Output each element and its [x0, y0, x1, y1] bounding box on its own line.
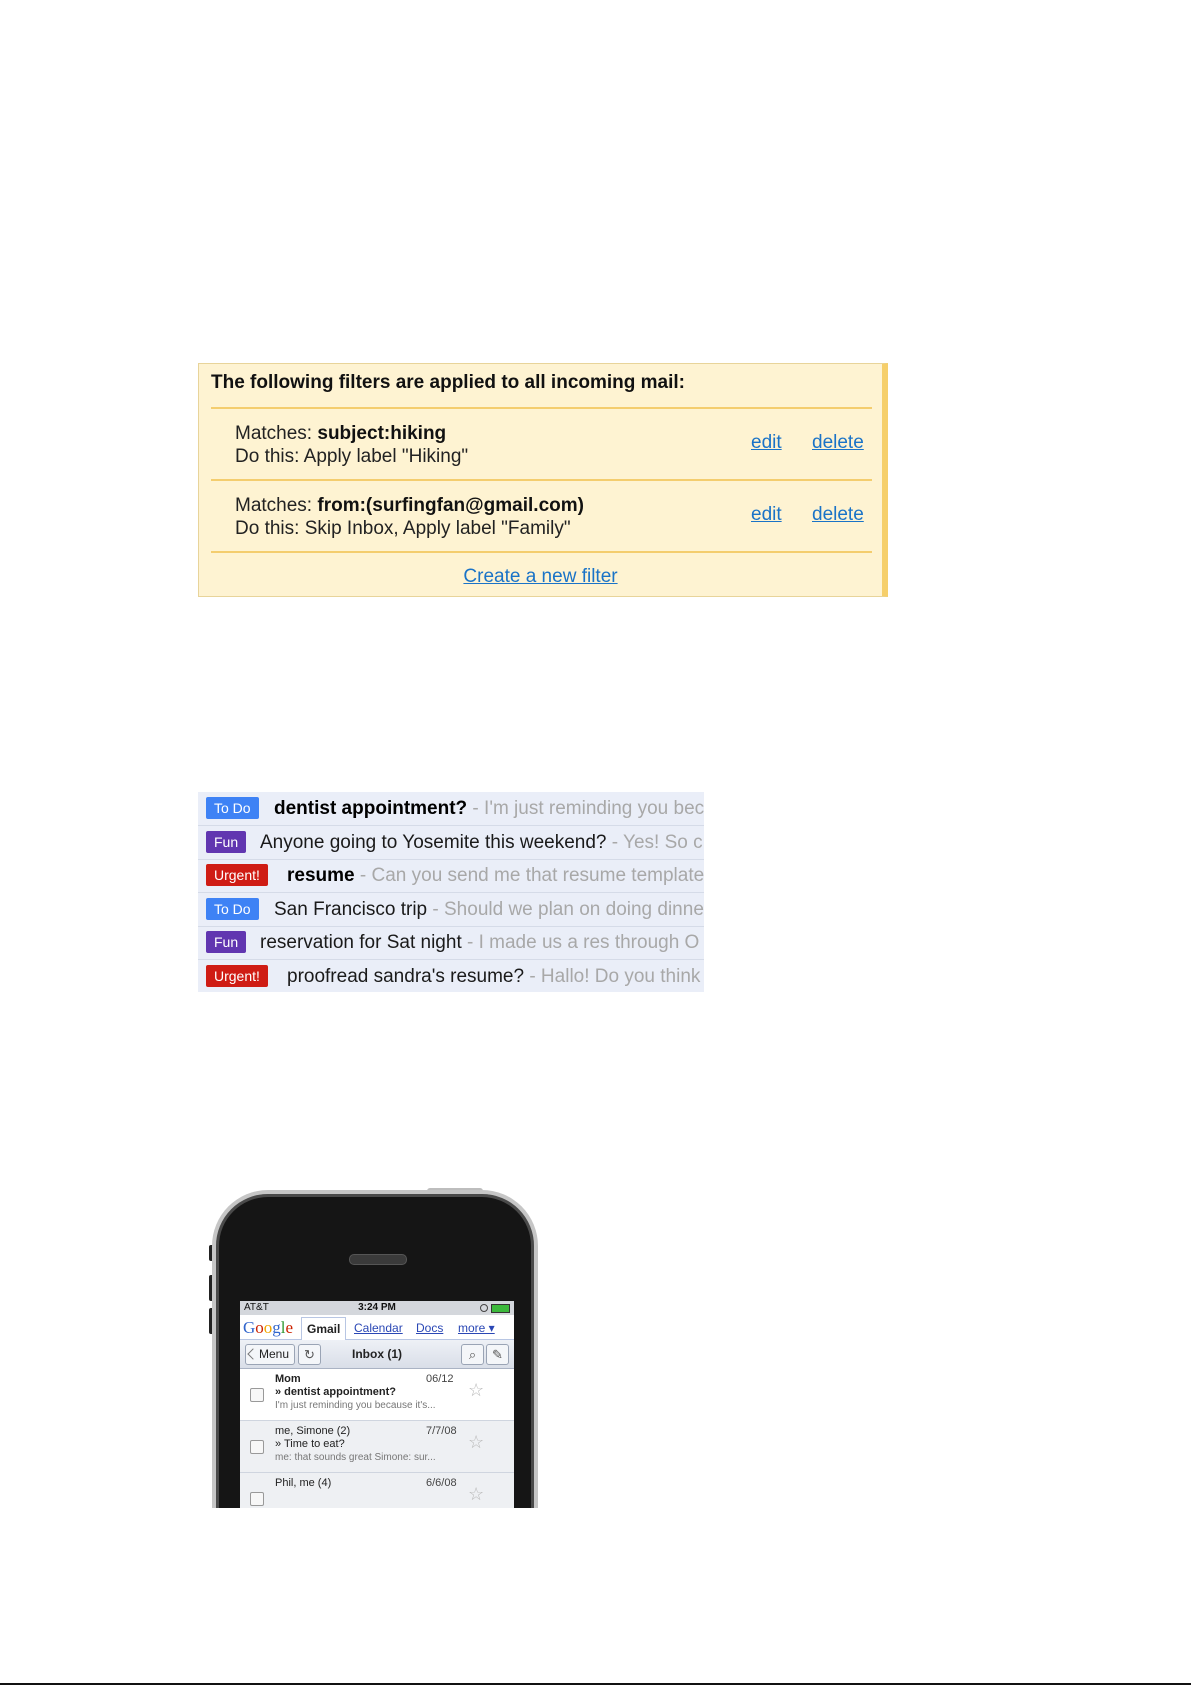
message-subject: » Time to eat? — [275, 1438, 345, 1450]
list-item[interactable] — [198, 792, 704, 826]
label-tag[interactable]: To Do — [206, 797, 259, 819]
message-checkbox[interactable] — [250, 1388, 264, 1402]
google-logo: Google — [243, 1318, 294, 1337]
matches-value: subject:hiking — [317, 423, 447, 444]
message-snippet: - I'm just reminding you bec — [467, 798, 704, 819]
message-subject: Anyone going to Yosemite this weekend? — [260, 832, 607, 853]
carrier-label: AT&T — [244, 1302, 269, 1313]
inbox-toolbar — [240, 1340, 514, 1369]
divider — [211, 479, 872, 481]
matches-value: from:(surfingfan@gmail.com) — [317, 495, 584, 516]
divider — [211, 551, 872, 553]
message-row[interactable] — [240, 1421, 514, 1473]
matches-label: Matches: — [235, 423, 318, 444]
more-menu[interactable]: more ▾ — [458, 1321, 495, 1335]
delete-filter-link[interactable]: delete — [812, 504, 864, 525]
search-icon[interactable]: ⌕ — [461, 1344, 484, 1365]
filter-row-2 — [211, 482, 872, 546]
message-sender: me, Simone (2) — [275, 1425, 351, 1437]
compose-icon[interactable]: ✎ — [486, 1344, 509, 1365]
delete-filter-link[interactable]: delete — [812, 432, 864, 453]
message-snippet: - I made us a res through O — [461, 932, 700, 953]
message-snippet: me: that sounds great Simone: sur... — [275, 1452, 436, 1463]
filter-description — [235, 494, 584, 540]
message-line — [287, 865, 704, 887]
star-icon[interactable]: ☆ — [468, 1380, 485, 1400]
list-item[interactable] — [198, 926, 704, 960]
label-tag[interactable]: To Do — [206, 898, 259, 920]
menu-button[interactable]: Menu — [245, 1344, 295, 1365]
edit-filter-link[interactable]: edit — [751, 504, 782, 525]
filters-panel — [198, 363, 888, 597]
clock: 3:24 PM — [358, 1302, 396, 1313]
message-snippet: - Yes! So c — [606, 832, 703, 853]
tab-gmail[interactable]: Gmail — [301, 1317, 346, 1341]
message-sender: Phil, me (4) — [275, 1477, 332, 1489]
label-tag[interactable]: Urgent! — [206, 965, 268, 987]
message-row[interactable] — [240, 1369, 514, 1421]
message-line — [274, 899, 704, 921]
message-checkbox[interactable] — [250, 1440, 264, 1454]
list-item[interactable] — [198, 826, 704, 860]
tab-docs[interactable]: Docs — [416, 1321, 444, 1335]
message-line — [260, 832, 703, 854]
edit-filter-link[interactable]: edit — [751, 432, 782, 453]
message-date: 6/6/08 — [426, 1477, 457, 1489]
filter-action: Do this: Apply label "Hiking" — [235, 446, 469, 467]
label-tag[interactable]: Fun — [206, 931, 246, 953]
message-snippet: - Hallo! Do you think — [524, 966, 701, 987]
matches-label: Matches: — [235, 495, 318, 516]
message-subject: dentist appointment? — [274, 798, 468, 819]
google-nav-bar — [240, 1315, 514, 1340]
message-snippet: - Should we plan on doing dinne — [427, 899, 704, 920]
filter-row-1 — [211, 410, 872, 474]
message-line — [287, 966, 700, 988]
labeled-message-list — [198, 792, 704, 992]
label-tag[interactable]: Fun — [206, 831, 246, 853]
create-filter-link[interactable]: Create a new filter — [463, 566, 618, 587]
divider — [211, 407, 872, 409]
list-item[interactable] — [198, 960, 704, 992]
tab-calendar[interactable]: Calendar — [354, 1321, 403, 1335]
filter-description — [235, 422, 468, 468]
message-snippet: I'm just reminding you because it's... — [275, 1400, 436, 1411]
message-checkbox[interactable] — [250, 1492, 264, 1506]
list-item[interactable] — [198, 893, 704, 927]
message-line — [274, 798, 704, 820]
filters-heading: The following filters are applied to all incoming mail: — [211, 372, 685, 393]
status-bar — [240, 1301, 514, 1315]
message-subject: San Francisco trip — [274, 899, 428, 920]
message-subject: resume — [287, 865, 355, 886]
message-row[interactable] — [240, 1473, 514, 1508]
label-tag[interactable]: Urgent! — [206, 864, 268, 886]
message-subject: reservation for Sat night — [260, 932, 462, 953]
battery-icon — [491, 1304, 510, 1313]
message-date: 06/12 — [426, 1373, 454, 1385]
refresh-icon[interactable]: ↻ — [298, 1344, 321, 1365]
phone-screen — [240, 1301, 514, 1508]
earpiece-speaker — [349, 1254, 407, 1265]
rotation-lock-icon — [480, 1304, 488, 1312]
star-icon[interactable]: ☆ — [468, 1484, 485, 1504]
message-sender: Mom — [275, 1373, 301, 1385]
message-subject: proofread sandra's resume? — [287, 966, 525, 987]
filter-action: Do this: Skip Inbox, Apply label "Family" — [235, 518, 571, 539]
message-date: 7/7/08 — [426, 1425, 457, 1437]
message-subject: » dentist appointment? — [275, 1386, 396, 1398]
message-line — [260, 932, 699, 954]
inbox-title: Inbox (1) — [352, 1347, 402, 1361]
message-snippet: - Can you send me that resume template — [354, 865, 704, 886]
star-icon[interactable]: ☆ — [468, 1432, 485, 1452]
list-item[interactable] — [198, 859, 704, 893]
